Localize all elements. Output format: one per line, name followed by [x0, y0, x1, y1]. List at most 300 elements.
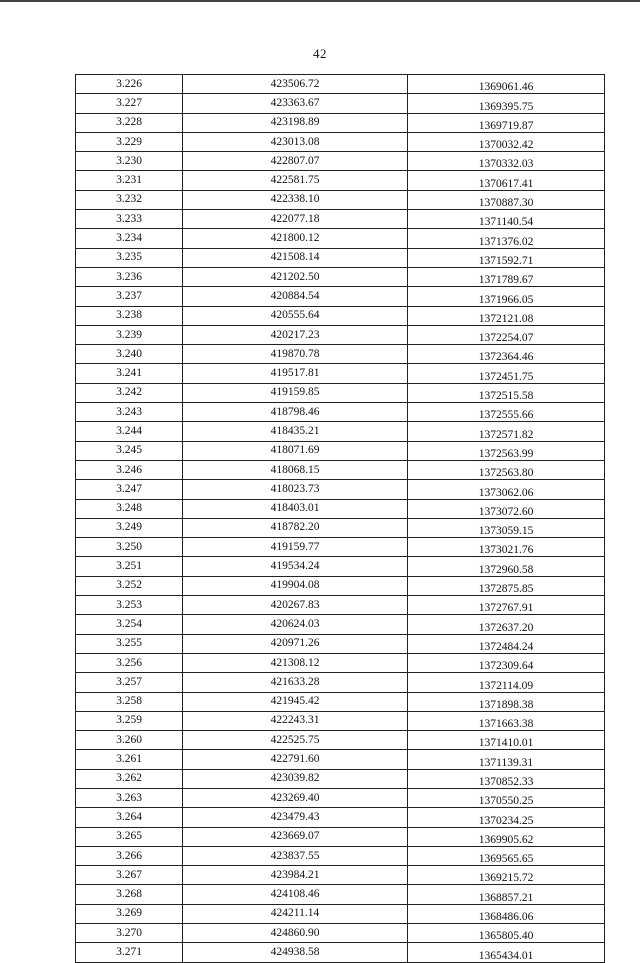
- table-row: [76, 653, 605, 672]
- y-coordinate-cell: [408, 345, 605, 364]
- cell-value: 421202.50: [270, 270, 320, 283]
- x-coordinate-cell: [183, 904, 408, 923]
- x-coordinate-cell: [183, 113, 408, 132]
- point-number-cell: [76, 113, 183, 132]
- table-row: [76, 634, 605, 653]
- table-row: [76, 152, 605, 171]
- table-row: [76, 383, 605, 402]
- y-coordinate-cell: [408, 943, 605, 962]
- cell-value: 423363.67: [270, 96, 320, 109]
- cell-value: 3.251: [116, 560, 142, 573]
- cell-value: 422791.60: [270, 753, 320, 766]
- x-coordinate-cell: [183, 943, 408, 962]
- cell-value: 420217.23: [270, 328, 320, 341]
- y-coordinate-cell: [408, 113, 605, 132]
- cell-value: 3.242: [116, 386, 142, 399]
- cell-value: 1370550.25: [478, 795, 534, 808]
- cell-value: 419904.08: [270, 579, 320, 592]
- point-number-cell: [76, 596, 183, 615]
- cell-value: 3.269: [116, 907, 142, 920]
- point-number-cell: [76, 210, 183, 229]
- table-row: [76, 673, 605, 692]
- table-row: [76, 808, 605, 827]
- point-number-cell: [76, 480, 183, 499]
- cell-value: 421800.12: [270, 232, 320, 245]
- x-coordinate-cell: [183, 210, 408, 229]
- cell-value: 1373021.76: [478, 544, 534, 557]
- y-coordinate-cell: [408, 460, 605, 479]
- y-coordinate-cell: [408, 210, 605, 229]
- table-row: [76, 132, 605, 151]
- y-coordinate-cell: [408, 75, 605, 94]
- cell-value: 1369719.87: [478, 119, 534, 132]
- table-row: [76, 866, 605, 885]
- y-coordinate-cell: [408, 692, 605, 711]
- point-number-cell: [76, 866, 183, 885]
- cell-value: 3.254: [116, 617, 142, 630]
- x-coordinate-cell: [183, 731, 408, 750]
- y-coordinate-cell: [408, 152, 605, 171]
- cell-value: 3.252: [116, 579, 142, 592]
- y-coordinate-cell: [408, 267, 605, 286]
- point-number-cell: [76, 576, 183, 595]
- cell-value: 424108.46: [270, 888, 320, 901]
- cell-value: 3.257: [116, 675, 142, 688]
- cell-value: 1370617.41: [478, 177, 534, 190]
- cell-value: 419534.24: [270, 560, 320, 573]
- y-coordinate-cell: [408, 383, 605, 402]
- table-row: [76, 576, 605, 595]
- cell-value: 3.246: [116, 463, 142, 476]
- x-coordinate-cell: [183, 75, 408, 94]
- point-number-cell: [76, 653, 183, 672]
- cell-value: 3.259: [116, 714, 142, 727]
- cell-value: 3.258: [116, 695, 142, 708]
- table-row: [76, 267, 605, 286]
- cell-value: 1370234.25: [478, 814, 534, 827]
- cell-value: 418798.46: [270, 405, 320, 418]
- y-coordinate-cell: [408, 538, 605, 557]
- cell-value: 418435.21: [270, 424, 320, 437]
- table-row: [76, 846, 605, 865]
- cell-value: 1371410.01: [478, 737, 534, 750]
- cell-value: 1373062.06: [478, 486, 534, 499]
- y-coordinate-cell: [408, 808, 605, 827]
- point-number-cell: [76, 248, 183, 267]
- cell-value: 421945.42: [270, 695, 320, 708]
- point-number-cell: [76, 885, 183, 904]
- cell-value: 1368486.06: [478, 911, 534, 924]
- point-number-cell: [76, 132, 183, 151]
- cell-value: 3.270: [116, 926, 142, 939]
- x-coordinate-cell: [183, 460, 408, 479]
- cell-value: 3.266: [116, 849, 142, 862]
- x-coordinate-cell: [183, 711, 408, 730]
- table-row: [76, 345, 605, 364]
- table-row: [76, 885, 605, 904]
- x-coordinate-cell: [183, 248, 408, 267]
- cell-value: 3.236: [116, 270, 142, 283]
- cell-value: 1372637.20: [478, 621, 534, 634]
- point-number-cell: [76, 788, 183, 807]
- cell-value: 418068.15: [270, 463, 320, 476]
- coordinates-table-body: [76, 75, 605, 963]
- x-coordinate-cell: [183, 422, 408, 441]
- cell-value: 424860.90: [270, 926, 320, 939]
- y-coordinate-cell: [408, 731, 605, 750]
- point-number-cell: [76, 383, 183, 402]
- cell-value: 1371376.02: [478, 235, 534, 248]
- y-coordinate-cell: [408, 441, 605, 460]
- x-coordinate-cell: [183, 229, 408, 248]
- cell-value: 423669.07: [270, 830, 320, 843]
- table-row: [76, 441, 605, 460]
- cell-value: 1373072.60: [478, 505, 534, 518]
- y-coordinate-cell: [408, 422, 605, 441]
- cell-value: 3.267: [116, 868, 142, 881]
- cell-value: 423013.08: [270, 135, 320, 148]
- table-row: [76, 287, 605, 306]
- table-row: [76, 904, 605, 923]
- table-row: [76, 248, 605, 267]
- cell-value: 3.237: [116, 289, 142, 302]
- cell-value: 1371898.38: [478, 698, 534, 711]
- cell-value: 423479.43: [270, 810, 320, 823]
- cell-value: 1372515.58: [478, 390, 534, 403]
- y-coordinate-cell: [408, 924, 605, 943]
- cell-value: 3.263: [116, 791, 142, 804]
- cell-value: 3.262: [116, 772, 142, 785]
- point-number-cell: [76, 904, 183, 923]
- y-coordinate-cell: [408, 325, 605, 344]
- y-coordinate-cell: [408, 769, 605, 788]
- point-number-cell: [76, 731, 183, 750]
- table-row: [76, 113, 605, 132]
- cell-value: 422338.10: [270, 193, 320, 206]
- cell-value: 1372875.85: [478, 583, 534, 596]
- cell-value: 420555.64: [270, 309, 320, 322]
- cell-value: 1372121.08: [478, 312, 534, 325]
- x-coordinate-cell: [183, 287, 408, 306]
- point-number-cell: [76, 615, 183, 634]
- y-coordinate-cell: [408, 653, 605, 672]
- point-number-cell: [76, 152, 183, 171]
- table-row: [76, 827, 605, 846]
- cell-value: 419517.81: [270, 367, 320, 380]
- cell-value: 3.271: [116, 946, 142, 958]
- point-number-cell: [76, 94, 183, 113]
- x-coordinate-cell: [183, 653, 408, 672]
- cell-value: 1371139.31: [478, 756, 534, 769]
- cell-value: 3.260: [116, 733, 142, 746]
- cell-value: 3.243: [116, 405, 142, 418]
- table-row: [76, 750, 605, 769]
- cell-value: 3.235: [116, 251, 142, 264]
- point-number-cell: [76, 441, 183, 460]
- table-row: [76, 75, 605, 94]
- x-coordinate-cell: [183, 383, 408, 402]
- cell-value: 1370332.03: [478, 158, 534, 171]
- point-number-cell: [76, 267, 183, 286]
- cell-value: 1372571.82: [478, 428, 534, 441]
- x-coordinate-cell: [183, 866, 408, 885]
- cell-value: 418782.20: [270, 521, 320, 534]
- point-number-cell: [76, 345, 183, 364]
- cell-value: 1372484.24: [478, 640, 534, 653]
- y-coordinate-cell: [408, 403, 605, 422]
- table-row: [76, 788, 605, 807]
- table-row: [76, 480, 605, 499]
- point-number-cell: [76, 692, 183, 711]
- cell-value: 3.253: [116, 598, 142, 611]
- cell-value: 423837.55: [270, 849, 320, 862]
- page-top-rule: [0, 0, 640, 2]
- cell-value: 422525.75: [270, 733, 320, 746]
- table-row: [76, 924, 605, 943]
- cell-value: 1372960.58: [478, 563, 534, 576]
- x-coordinate-cell: [183, 827, 408, 846]
- table-row: [76, 499, 605, 518]
- cell-value: 1372563.99: [478, 447, 534, 460]
- cell-value: 421508.14: [270, 251, 320, 264]
- cell-value: 421308.12: [270, 656, 320, 669]
- cell-value: 1372254.07: [478, 332, 534, 345]
- cell-value: 1372114.09: [478, 679, 534, 692]
- cell-value: 1372309.64: [478, 660, 534, 673]
- cell-value: 3.238: [116, 309, 142, 322]
- point-number-cell: [76, 538, 183, 557]
- cell-value: 423198.89: [270, 116, 320, 129]
- cell-value: 3.241: [116, 367, 142, 380]
- point-number-cell: [76, 518, 183, 537]
- table-row: [76, 769, 605, 788]
- cell-value: 3.256: [116, 656, 142, 669]
- x-coordinate-cell: [183, 596, 408, 615]
- table-row: [76, 306, 605, 325]
- cell-value: 423039.82: [270, 772, 320, 785]
- table-row: [76, 210, 605, 229]
- cell-value: 1369395.75: [478, 100, 534, 113]
- x-coordinate-cell: [183, 518, 408, 537]
- cell-value: 1370852.33: [478, 775, 534, 788]
- x-coordinate-cell: [183, 808, 408, 827]
- cell-value: 1369061.46: [478, 81, 534, 94]
- cell-value: 3.233: [116, 212, 142, 225]
- y-coordinate-cell: [408, 615, 605, 634]
- x-coordinate-cell: [183, 132, 408, 151]
- x-coordinate-cell: [183, 692, 408, 711]
- point-number-cell: [76, 557, 183, 576]
- point-number-cell: [76, 422, 183, 441]
- cell-value: 1372555.66: [478, 409, 534, 422]
- x-coordinate-cell: [183, 325, 408, 344]
- x-coordinate-cell: [183, 94, 408, 113]
- y-coordinate-cell: [408, 673, 605, 692]
- y-coordinate-cell: [408, 306, 605, 325]
- cell-value: 3.268: [116, 888, 142, 901]
- cell-value: 3.227: [116, 96, 142, 109]
- point-number-cell: [76, 943, 183, 962]
- cell-value: 418023.73: [270, 482, 320, 495]
- cell-value: 3.231: [116, 174, 142, 187]
- page-number: 42: [313, 46, 327, 61]
- table-row: [76, 422, 605, 441]
- table-row: [76, 364, 605, 383]
- x-coordinate-cell: [183, 673, 408, 692]
- point-number-cell: [76, 673, 183, 692]
- y-coordinate-cell: [408, 634, 605, 653]
- x-coordinate-cell: [183, 403, 408, 422]
- point-number-cell: [76, 750, 183, 769]
- table-row: [76, 171, 605, 190]
- y-coordinate-cell: [408, 171, 605, 190]
- y-coordinate-cell: [408, 576, 605, 595]
- point-number-cell: [76, 229, 183, 248]
- y-coordinate-cell: [408, 846, 605, 865]
- cell-value: 1369565.65: [478, 853, 534, 866]
- y-coordinate-cell: [408, 904, 605, 923]
- table-row: [76, 518, 605, 537]
- x-coordinate-cell: [183, 364, 408, 383]
- point-number-cell: [76, 190, 183, 209]
- x-coordinate-cell: [183, 538, 408, 557]
- point-number-cell: [76, 846, 183, 865]
- cell-value: 1369905.62: [478, 833, 534, 846]
- x-coordinate-cell: [183, 576, 408, 595]
- cell-value: 3.248: [116, 502, 142, 515]
- y-coordinate-cell: [408, 711, 605, 730]
- cell-value: 422243.31: [270, 714, 320, 727]
- cell-value: 420884.54: [270, 289, 320, 302]
- point-number-cell: [76, 364, 183, 383]
- table-row: [76, 731, 605, 750]
- cell-value: 1372364.46: [478, 351, 534, 364]
- cell-value: 3.239: [116, 328, 142, 341]
- x-coordinate-cell: [183, 190, 408, 209]
- cell-value: 3.255: [116, 637, 142, 650]
- y-coordinate-cell: [408, 248, 605, 267]
- table-row: [76, 190, 605, 209]
- table-row: [76, 711, 605, 730]
- y-coordinate-cell: [408, 518, 605, 537]
- coordinates-table: [75, 74, 605, 963]
- cell-value: 1370887.30: [478, 197, 534, 210]
- table-row: [76, 229, 605, 248]
- cell-value: 3.249: [116, 521, 142, 534]
- x-coordinate-cell: [183, 615, 408, 634]
- point-number-cell: [76, 306, 183, 325]
- x-coordinate-cell: [183, 306, 408, 325]
- cell-value: 1365434.01: [478, 949, 534, 962]
- table-row: [76, 943, 605, 962]
- point-number-cell: [76, 634, 183, 653]
- y-coordinate-cell: [408, 132, 605, 151]
- cell-value: 3.245: [116, 444, 142, 457]
- x-coordinate-cell: [183, 345, 408, 364]
- cell-value: 3.250: [116, 540, 142, 553]
- table-row: [76, 692, 605, 711]
- x-coordinate-cell: [183, 885, 408, 904]
- cell-value: 1372451.75: [478, 370, 534, 383]
- cell-value: 1371663.38: [478, 718, 534, 731]
- x-coordinate-cell: [183, 557, 408, 576]
- cell-value: 1371140.54: [478, 216, 534, 229]
- y-coordinate-cell: [408, 499, 605, 518]
- table-row: [76, 403, 605, 422]
- cell-value: 422077.18: [270, 212, 320, 225]
- cell-value: 422581.75: [270, 174, 320, 187]
- cell-value: 420971.26: [270, 637, 320, 650]
- point-number-cell: [76, 287, 183, 306]
- y-coordinate-cell: [408, 827, 605, 846]
- x-coordinate-cell: [183, 846, 408, 865]
- table-row: [76, 460, 605, 479]
- point-number-cell: [76, 325, 183, 344]
- cell-value: 422807.07: [270, 154, 320, 167]
- cell-value: 3.226: [116, 77, 142, 90]
- table-row: [76, 538, 605, 557]
- cell-value: 1369215.72: [478, 872, 534, 885]
- y-coordinate-cell: [408, 866, 605, 885]
- cell-value: 419159.77: [270, 540, 320, 553]
- cell-value: 1368857.21: [478, 891, 534, 904]
- point-number-cell: [76, 711, 183, 730]
- y-coordinate-cell: [408, 287, 605, 306]
- y-coordinate-cell: [408, 229, 605, 248]
- y-coordinate-cell: [408, 94, 605, 113]
- x-coordinate-cell: [183, 769, 408, 788]
- cell-value: 424938.58: [270, 946, 320, 958]
- cell-value: 1373059.15: [478, 525, 534, 538]
- x-coordinate-cell: [183, 499, 408, 518]
- x-coordinate-cell: [183, 750, 408, 769]
- table-row: [76, 325, 605, 344]
- y-coordinate-cell: [408, 596, 605, 615]
- cell-value: 3.264: [116, 810, 142, 823]
- point-number-cell: [76, 769, 183, 788]
- table-row: [76, 94, 605, 113]
- x-coordinate-cell: [183, 924, 408, 943]
- cell-value: 3.244: [116, 424, 142, 437]
- cell-value: 3.234: [116, 232, 142, 245]
- point-number-cell: [76, 827, 183, 846]
- table-row: [76, 596, 605, 615]
- x-coordinate-cell: [183, 788, 408, 807]
- y-coordinate-cell: [408, 480, 605, 499]
- x-coordinate-cell: [183, 441, 408, 460]
- y-coordinate-cell: [408, 788, 605, 807]
- y-coordinate-cell: [408, 190, 605, 209]
- table-row: [76, 615, 605, 634]
- x-coordinate-cell: [183, 152, 408, 171]
- cell-value: 3.228: [116, 116, 142, 129]
- point-number-cell: [76, 171, 183, 190]
- cell-value: 420624.03: [270, 617, 320, 630]
- table-row: [76, 557, 605, 576]
- cell-value: 1372563.80: [478, 467, 534, 480]
- cell-value: 3.247: [116, 482, 142, 495]
- cell-value: 419870.78: [270, 347, 320, 360]
- y-coordinate-cell: [408, 557, 605, 576]
- cell-value: 3.232: [116, 193, 142, 206]
- point-number-cell: [76, 460, 183, 479]
- cell-value: 423506.72: [270, 77, 320, 90]
- point-number-cell: [76, 924, 183, 943]
- cell-value: 3.229: [116, 135, 142, 148]
- x-coordinate-cell: [183, 267, 408, 286]
- point-number-cell: [76, 808, 183, 827]
- cell-value: 3.230: [116, 154, 142, 167]
